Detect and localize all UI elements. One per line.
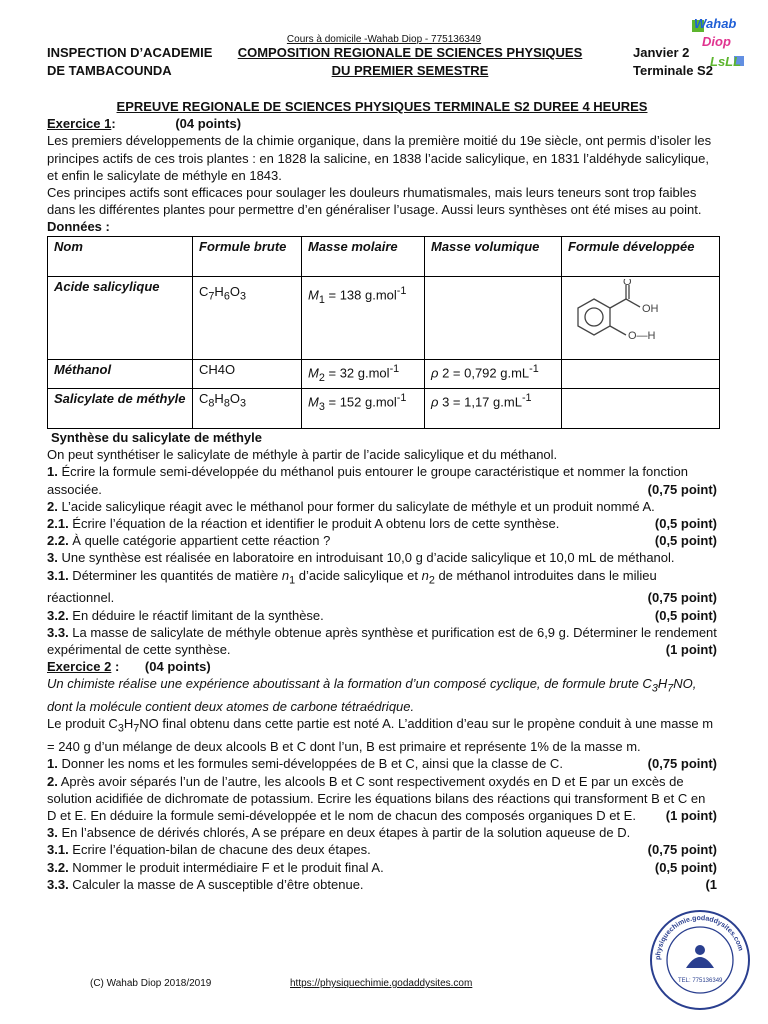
exercise-1-intro-1: Les premiers développements de la chimie organique, dans la première moitié du 19e siècle, ont permis d’isoler les principes actifs de ces trois plantes : en 1828 la salicine, en 1838 l’acide salicylique, en 1831 l’aldéhyde salicylique, et enfin le salicylate de méthyle en 1843. xyxy=(47,133,712,183)
exam-title: EPREUVE REGIONALE DE SCIENCES PHYSIQUES TERMINALE S2 DUREE 4 HEURES xyxy=(116,99,648,114)
question-text: Nommer le produit intermédiaire F et le produit final A. xyxy=(68,859,384,875)
exercise-2-colon: : xyxy=(111,659,120,675)
synthesis-intro: On peut synthétiser le salicylate de méthyle à partir de l’acide salicylique et du méthanol. xyxy=(47,447,558,463)
molar-symbol: M xyxy=(308,394,319,410)
col-header-formule-brute: Formule brute xyxy=(193,236,302,276)
synthesis-heading: Synthèse du salicylate de méthyle xyxy=(51,429,262,445)
header-center xyxy=(230,44,590,80)
question-text: Après avoir séparés l’un de l’autre, les alcools B et C sont respectivement oxydés en D et E par un excès de solution acidifiée de dichromate de potassium. Ecrire les équations bilans des réactions qui transforment B et C en D et E. En déduire la formule semi-développée et le nom de chacun des composés organiques D et E. xyxy=(47,773,706,823)
rho-symbol: ρ xyxy=(431,365,439,381)
question-points: (0,75 point) xyxy=(647,590,717,606)
structure-o-top: O xyxy=(623,278,632,288)
table-row xyxy=(48,359,720,388)
row-density xyxy=(425,388,562,428)
region-line: DE TAMBACOUNDA xyxy=(47,63,172,78)
structure-o-h: O—H xyxy=(628,329,656,342)
question-2-3-2 xyxy=(47,859,717,876)
density-exp: -1 xyxy=(529,362,539,375)
table-header-row xyxy=(48,236,720,276)
row-structure xyxy=(562,388,720,428)
question-points: (0,75 point) xyxy=(647,481,717,497)
question-number: 2.1. xyxy=(47,515,69,531)
formula-h: H xyxy=(214,390,224,406)
exercise-1-colon: : xyxy=(111,116,116,132)
question-number: 3.3. xyxy=(47,624,69,640)
question-text: En l’absence de dérivés chlorés, A se prépare en deux étapes à partir de la solution aqueuse de D. xyxy=(57,825,631,841)
sub-1: 1 xyxy=(289,574,296,587)
stamp-seal-icon xyxy=(648,908,752,1012)
structure-oh: OH xyxy=(642,302,659,315)
question-points: (0,75 point) xyxy=(647,842,717,858)
question-2-3-1 xyxy=(47,841,717,858)
question-1-2 xyxy=(47,498,717,515)
wahab-diop-logo xyxy=(690,14,752,74)
question-1-2-2 xyxy=(47,532,717,549)
question-points: (0,5 point) xyxy=(654,515,717,531)
exercise-2-points: (04 points) xyxy=(144,659,211,675)
formula-o: O xyxy=(229,283,240,299)
question-2-2 xyxy=(47,773,717,825)
molar-value: = 138 g.mol xyxy=(324,286,397,302)
row-structure xyxy=(562,276,720,359)
stamp-ring-text: physiquechimie.godaddysites.com xyxy=(654,914,744,961)
question-text: Écrire l’équation de la réaction et identifier le produit A obtenu lors de cette synthèse. xyxy=(68,515,560,531)
question-text-3: de méthanol introduites dans le milieu réactionnel. xyxy=(47,567,657,606)
question-number: 1. xyxy=(47,464,58,480)
row-molar-mass xyxy=(302,359,425,388)
row-name: Acide salicylique xyxy=(48,276,193,359)
date-line: Janvier 2 xyxy=(633,45,690,60)
question-number: 1. xyxy=(47,756,58,772)
question-1-2-1 xyxy=(47,515,717,532)
col-header-masse-molaire: Masse molaire xyxy=(302,236,425,276)
question-number: 3.2. xyxy=(47,859,69,875)
molar-value: = 152 g.mol xyxy=(324,394,397,410)
intro-sub-2: 7 xyxy=(667,682,674,695)
row-formula xyxy=(193,276,302,359)
row-density xyxy=(425,276,562,359)
question-2-3 xyxy=(47,824,717,841)
question-text: Écrire la formule semi-développée du méthanol puis entourer le groupe caractéristique et nommer la fonction associée. xyxy=(47,464,688,497)
row-molar-mass xyxy=(302,276,425,359)
logo-text-diop: Diop xyxy=(702,34,731,49)
row-formula xyxy=(193,388,302,428)
logo-text-wahab: Wahab xyxy=(694,16,737,31)
data-heading: Données : xyxy=(47,219,110,235)
row-structure xyxy=(562,359,720,388)
question-points: (1 xyxy=(705,876,717,892)
row-name: Méthanol xyxy=(48,359,193,388)
formula-o-sub: 3 xyxy=(239,290,246,303)
exercise-1-heading xyxy=(47,115,717,132)
formula-o: O xyxy=(225,361,236,377)
website-stamp xyxy=(648,908,752,1012)
top-contact-note: Cours à domicile -Wahab Diop - 775136349 xyxy=(286,34,482,45)
logo-text-lsll: LsLL xyxy=(710,54,742,69)
symbol-n1: n xyxy=(281,567,290,583)
formula-h-sub: 4 xyxy=(217,361,226,377)
density-exp: -1 xyxy=(521,391,532,404)
question-points: (0,75 point) xyxy=(647,756,717,772)
exercise-1-label: Exercice 1 xyxy=(47,116,112,132)
question-text: À quelle catégorie appartient cette réaction ? xyxy=(68,533,331,549)
question-number: 3. xyxy=(47,825,58,841)
intro-sub-1: 3 xyxy=(651,682,658,695)
question-number: 3.3. xyxy=(47,876,69,892)
row-molar-mass xyxy=(302,388,425,428)
density-value: 3 = 1,17 g.mL xyxy=(438,394,522,410)
question-number: 3. xyxy=(47,550,58,566)
question-1-1 xyxy=(47,463,717,497)
question-text: Une synthèse est réalisée en laboratoire en introduisant 10,0 g d’acide salicylique et 10,0 mL de méthanol. xyxy=(57,550,675,566)
intro-text-c: NO, dont la molécule contient deux atomes de carbone tétraédrique. xyxy=(47,676,697,715)
formula-c: C xyxy=(199,390,209,406)
exam-content xyxy=(47,98,717,893)
question-points: (0,5 point) xyxy=(654,533,717,549)
data-table xyxy=(47,236,720,429)
exercise-2-paragraph xyxy=(47,715,717,755)
para-text-a: Le produit C xyxy=(47,716,118,732)
question-1-3-3 xyxy=(47,624,717,658)
formula-c-sub: 7 xyxy=(208,290,215,303)
question-text: Ecrire l’équation-bilan de chacune des deux étapes. xyxy=(68,842,371,858)
formula-c: C xyxy=(199,283,209,299)
question-1-3 xyxy=(47,549,717,566)
para-text-b: H xyxy=(123,716,134,732)
question-2-1 xyxy=(47,755,717,772)
question-2-3-3 xyxy=(47,876,717,893)
col-header-formule-developpee: Formule développée xyxy=(562,236,720,276)
para-text-c: NO final obtenu dans cette partie est noté A. L’addition d’eau sur le propène conduit à une masse m = 240 g d’un mélange de deux alcools B et C dont l’un, B est primaire et représente 1% de la masse m. xyxy=(47,716,714,755)
question-number: 2. xyxy=(47,498,58,514)
formula-o: O xyxy=(229,390,240,406)
row-density xyxy=(425,359,562,388)
molar-sub: 1 xyxy=(318,293,325,306)
question-1-3-1 xyxy=(47,567,717,607)
exercise-2-intro xyxy=(47,675,717,715)
footer-url[interactable]: https://physiquechimie.godaddysites.com xyxy=(290,978,473,989)
class-line: Terminale S2 xyxy=(633,63,713,78)
molar-symbol: M xyxy=(308,365,319,381)
inspection-line: INSPECTION D’ACADEMIE xyxy=(47,45,213,60)
question-points: (0,5 point) xyxy=(654,859,717,875)
col-header-nom: Nom xyxy=(48,236,193,276)
exercise-1-points: (04 points) xyxy=(175,116,242,132)
sub-2: 2 xyxy=(428,574,435,587)
molar-exp: -1 xyxy=(396,391,407,404)
exercise-2-label: Exercice 2 xyxy=(47,659,112,675)
question-text: L’acide salicylique réagit avec le méthanol pour former du salicylate de méthyle et un produit nommé A. xyxy=(57,498,655,514)
stamp-tel: TEL: 775136349 xyxy=(678,978,723,984)
table-row xyxy=(48,388,720,428)
row-name: Salicylate de méthyle xyxy=(48,388,193,428)
question-text: Donner les noms et les formules semi-développées de B et C, ainsi que la classe de C. xyxy=(57,756,563,772)
question-text-2: d’acide salicylique et xyxy=(295,567,422,583)
formula-o-sub: 3 xyxy=(239,397,246,410)
density-value: 2 = 0,792 g.mL xyxy=(438,365,530,381)
question-points: (1 point) xyxy=(665,641,717,657)
question-number: 2. xyxy=(47,773,58,789)
composition-line: COMPOSITION REGIONALE DE SCIENCES PHYSIQUES xyxy=(237,45,583,60)
question-number: 3.1. xyxy=(47,567,69,583)
question-1-3-2 xyxy=(47,607,717,624)
semester-line: DU PREMIER SEMESTRE xyxy=(331,63,489,78)
question-text: Calculer la masse de A susceptible d’être obtenue. xyxy=(68,876,364,892)
molar-sub: 2 xyxy=(318,371,325,384)
molar-sub: 3 xyxy=(318,400,325,413)
formula-c-sub: 8 xyxy=(208,397,215,410)
molar-exp: -1 xyxy=(396,284,407,297)
molar-value: = 32 g.mol xyxy=(324,365,390,381)
symbol-n2: n xyxy=(421,567,429,583)
question-number: 3.1. xyxy=(47,842,69,858)
molar-symbol: M xyxy=(308,286,319,302)
footer-copyright: (C) Wahab Diop 2018/2019 xyxy=(90,978,212,989)
para-sub-1: 3 xyxy=(117,722,124,735)
question-text: En déduire le réactif limitant de la synthèse. xyxy=(68,607,324,623)
intro-text-a: Un chimiste réalise une expérience aboutissant à la formation d’un composé cyclique, de formule brute C xyxy=(47,676,652,692)
question-points: (0,5 point) xyxy=(654,607,717,623)
molar-exp: -1 xyxy=(389,362,400,375)
question-number: 3.2. xyxy=(47,607,69,623)
formula-h-sub: 6 xyxy=(223,290,230,303)
question-text: La masse de salicylate de méthyle obtenue après synthèse et purification est de 6,9 g. Déterminer le rendement expérimental de cette synthèse. xyxy=(47,624,717,657)
question-number: 2.2. xyxy=(47,533,69,549)
question-text: Déterminer les quantités de matière xyxy=(68,567,282,583)
formula-h: H xyxy=(214,283,224,299)
intro-text-b: H xyxy=(657,676,668,692)
salicylic-acid-structure-icon xyxy=(568,279,688,353)
exercise-1-intro-2: Ces principes actifs sont efficaces pour soulager les douleurs rhumatismales, mais leurs teneurs sont trop faibles dans les différentes plantes pour permettre d’en généraliser l’usage. Aussi leurs synthèses ont été mises au point. xyxy=(47,185,702,218)
rho-symbol: ρ xyxy=(431,394,439,410)
exercise-2-heading xyxy=(47,658,717,675)
header-left xyxy=(47,44,212,80)
formula-ch: CH xyxy=(199,361,218,377)
question-points: (1 point) xyxy=(665,808,717,823)
table-row xyxy=(48,276,720,359)
para-sub-2: 7 xyxy=(133,722,140,735)
formula-h-sub: 8 xyxy=(223,397,230,410)
col-header-masse-volumique: Masse volumique xyxy=(425,236,562,276)
row-formula xyxy=(193,359,302,388)
